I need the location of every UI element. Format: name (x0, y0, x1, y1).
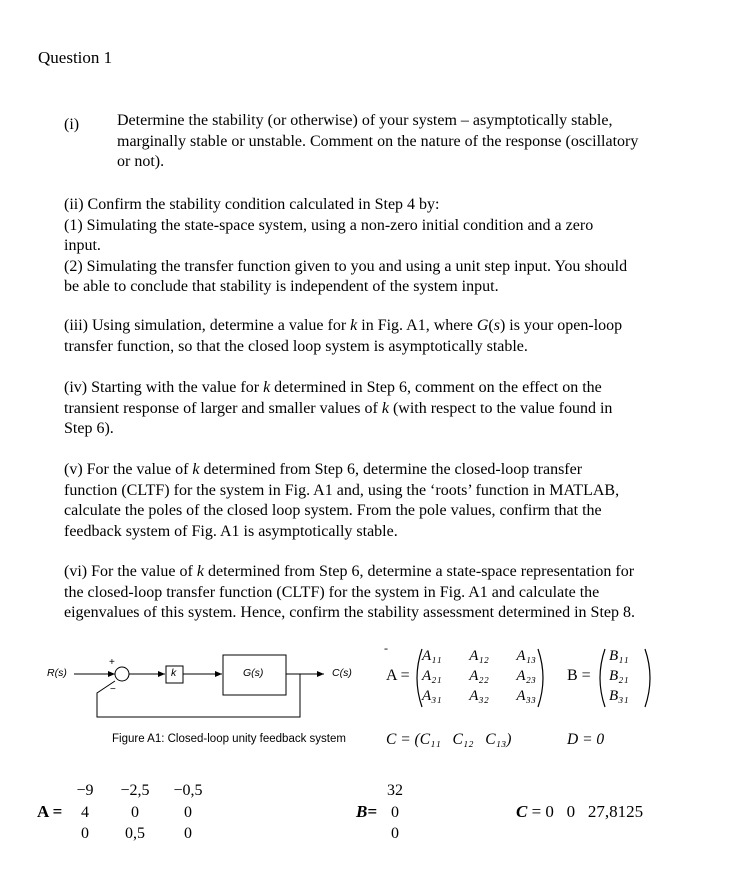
part-ii-line: be able to conclude that stability is independent of the system input. (64, 278, 499, 295)
generic-A-entry: A₁₃ (516, 648, 536, 664)
generic-A-entry: A₁₂ (469, 648, 489, 664)
generic-A-grid (422, 646, 542, 706)
generic-A-prefix: A = (386, 667, 410, 684)
generic-A-entry: A₂₂ (469, 668, 489, 684)
gain-label: k (171, 667, 177, 679)
part-i-line: or not). (117, 153, 165, 170)
numeric-A-label: A = (37, 802, 63, 821)
numeric-A-entry: 0 (184, 825, 192, 842)
numeric-A-entry: −2,5 (120, 782, 150, 799)
plus-sign: + (109, 657, 115, 668)
part-i-line: marginally stable or unstable. Comment on the nature of the response (oscillatory (117, 132, 639, 150)
numeric-B-column (370, 780, 420, 850)
part-vi-line: the closed-loop transfer function (CLTF) for the system in Fig. A1 and calculate the (64, 583, 600, 601)
part-v-line: function (CLTF) for the system in Fig. A1 and, using the ‘roots’ function in MATLAB, (64, 481, 620, 499)
part-iii-line: (iii) Using simulation, determine a value for k in Fig. A1, where G(s) is your open-loop (64, 317, 623, 334)
input-label: R(s) (47, 667, 67, 679)
numeric-A-grid (60, 780, 220, 850)
part-vi-line: eigenvalues of this system. Hence, confirm the stability assessment determined in Step 8. (64, 604, 635, 621)
part-i-label: (i) (64, 116, 80, 133)
part-v-line: (v) For the value of k determined from Step 6, determine the closed-loop transfer (64, 461, 583, 478)
numeric-A-entry: 4 (81, 803, 89, 821)
numeric-A-entry: 0,5 (125, 825, 145, 842)
part-iv-line: (iv) Starting with the value for k determined in Step 6, comment on the effect on the (64, 379, 602, 396)
minus-sign: − (110, 684, 116, 695)
figure-caption: Figure A1: Closed-loop unity feedback system (112, 733, 346, 745)
numeric-A-entry: −0,5 (173, 782, 203, 799)
output-label: C(s) (332, 667, 352, 679)
part-iii-line: transfer function, so that the closed loop system is asymptotically stable. (64, 337, 528, 355)
generic-B-column (609, 646, 629, 706)
part-ii-line: (ii) Confirm the stability condition calculated in Step 4 by: (64, 196, 440, 213)
generic-C: C = (C₁₁ C₁₂ C₁₃) (386, 731, 512, 748)
part-iv-line: transient response of larger and smaller values of k (with respect to the value found in (64, 399, 613, 417)
generic-A-entry: A₁₁ (422, 648, 442, 664)
numeric-C-values: = 0 0 27,8125 (527, 802, 644, 821)
generic-B-entry: B₂₁ (609, 668, 629, 684)
numeric-A-entry: 0 (81, 825, 89, 842)
generic-B-prefix: B = (567, 667, 591, 684)
numeric-B-entry: 0 (391, 825, 399, 842)
numeric-A-entry: 0 (184, 803, 192, 821)
numeric-A-entry: 0 (131, 803, 139, 821)
stray-dash: - (384, 641, 388, 655)
generic-A-entry: A₂₁ (422, 668, 442, 684)
question-title: Question 1 (38, 48, 113, 67)
part-ii-line: (2) Simulating the transfer function given to you and using a unit step input. You should (64, 257, 628, 275)
generic-B-entry: B₃₁ (609, 688, 629, 704)
part-ii-line: input. (64, 237, 101, 254)
generic-A-entry: A₃₁ (422, 688, 442, 704)
numeric-C: C = 0 0 27,8125 (516, 802, 644, 821)
part-i-line: Determine the stability (or otherwise) of your system – asymptotically stable, (117, 112, 613, 129)
summing-junction (115, 667, 129, 681)
numeric-A-entry: −9 (76, 782, 94, 799)
plant-label: G(s) (243, 667, 264, 679)
part-vi-line: (vi) For the value of k determined from Step 6, determine a state-space representation for (64, 563, 635, 580)
part-v-line: feedback system of Fig. A1 is asymptotically stable. (64, 522, 398, 540)
part-ii-line: (1) Simulating the state-space system, using a non-zero initial condition and a zero (64, 216, 594, 234)
part-iv-line: Step 6). (64, 420, 114, 437)
generic-A-entry: A₃₃ (516, 688, 536, 704)
numeric-B-label: B= (356, 802, 378, 821)
generic-D: D = 0 (567, 731, 605, 748)
numeric-B-entry: 0 (391, 803, 399, 821)
generic-B-entry: B₁₁ (609, 648, 629, 664)
generic-A-entry: A₃₂ (469, 688, 489, 704)
part-v-line: calculate the poles of the closed loop system. From the pole values, confirm that the (64, 502, 602, 519)
numeric-B-entry: 32 (387, 782, 403, 799)
generic-A-entry: A₂₃ (516, 668, 536, 684)
